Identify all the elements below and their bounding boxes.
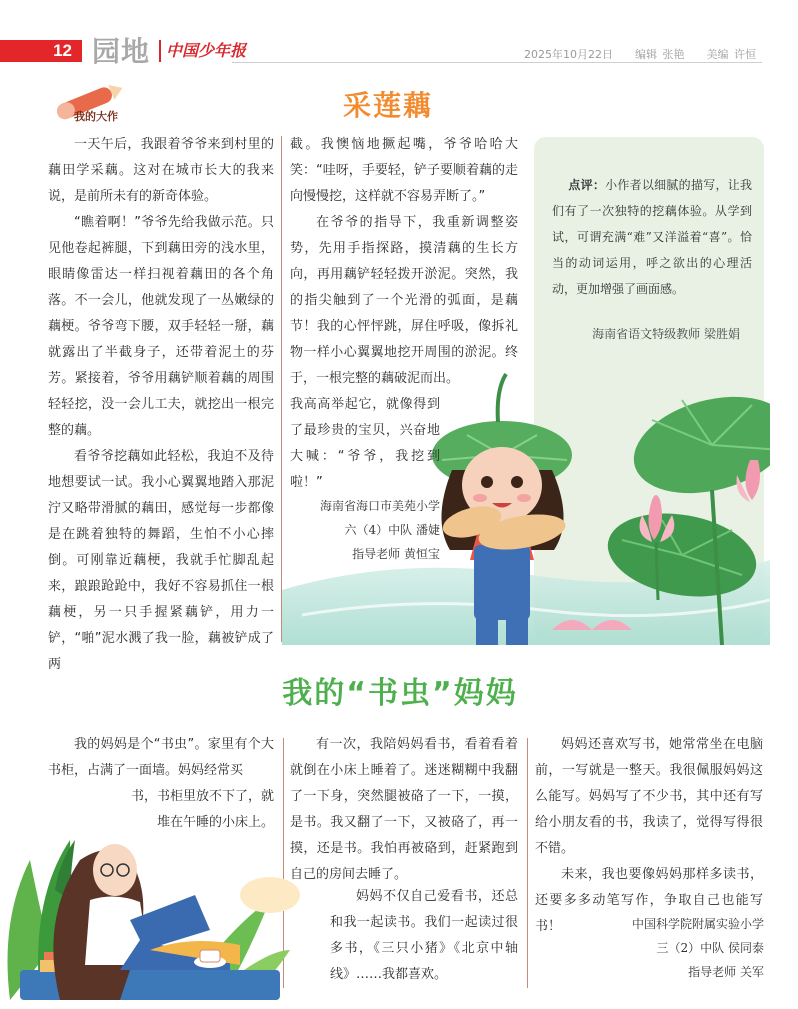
review-text [552, 172, 752, 302]
paragraph: 有一次，我陪妈妈看书，看着看着就倒在小床上睡着了。迷迷糊糊中我翻了一下身，突然腿被硌了一下，一摸，是书。我又翻了一下，又被硌了，再一摸，还是书。我怕再被硌到，赶紧跑到自己的房间去睡了。 [290, 737, 518, 882]
header-separator [159, 40, 161, 62]
article1-column-2-end [290, 392, 440, 496]
author-school: 海南省海口市美苑小学 [319, 499, 440, 513]
article2-column-3 [535, 732, 763, 940]
column-divider [527, 738, 528, 988]
brand-logo: 中国少年报 [166, 41, 247, 60]
paragraph: 一天午后，我跟着爷爷来到村里的藕田学采藕。这对在城市长大的我来说，是前所未有的新奇体验。 [48, 137, 274, 204]
review-label: 点评： [568, 178, 606, 192]
paragraph-line: 书，书柜里放不下了，就 [130, 789, 274, 804]
badge-label: 我的大作 [74, 110, 118, 123]
reading-mother-illustration [0, 800, 300, 1009]
article1-column-1 [48, 132, 274, 672]
paragraph: 妈妈不仅自己爱看书，还总和我一起读书。我们一起读过很多书，《三只小猪》《北京中轴线》……我都喜欢。 [330, 889, 518, 982]
header-rule [232, 62, 762, 63]
paragraph: 截。我懊恼地撅起嘴，爷爷哈哈大笑：“哇呀，手要轻，铲子要顺着藕的走向慢慢挖，这样就不容易弄断了。” [290, 137, 518, 204]
teacher-name: 指导老师 黄恒宝 [352, 547, 440, 561]
paragraph: 我高高举起它，就像得到了最珍贵的宝贝，兴奋地大喊：“爷爷，我挖到啦！” [290, 397, 440, 490]
paragraph: 看爷爷挖藕如此轻松，我迫不及待地想要试一试。我小心翼翼地踏入那泥泞又略带滑腻的藕田，感觉每一步都像是在跳着独特的舞蹈，生怕不小心摔倒。可刚靠近藕梗，我就手忙脚乱起来，踉踉跄跄中，我好不容易抓住一根藕梗，另一只手握紧藕铲，用力一铲，“啪”泥水溅了我一脸，藕被铲成了两 [48, 449, 274, 672]
paragraph-line: 堆在午睡的小床上。 [156, 815, 274, 830]
review-body: 小作者以细腻的描写，让我们有了一次独特的挖藕体验。从学到试，可谓充满“难”又洋溢着“喜”。恰当的动词运用，呼之欲出的心理活动，更加增强了画面感。 [552, 178, 752, 296]
paragraph: 在爷爷的指导下，我重新调整姿势，先用手指探路，摸清藕的生长方向，再用藕铲轻轻拨开淤泥。突然，我的指尖触到了一个光滑的弧面，是藕节！我的心怦怦跳，屏住呼吸，像拆礼物一样小心翼翼地挖开周围的淤泥。终于，一根完整的藕破泥而出。 [290, 215, 518, 386]
paragraph: 未来，我也要像妈妈那样多读书，还要多多动笔写作，争取自己也能写书！ [535, 867, 763, 934]
author-school: 中国科学院附属实验小学 [631, 917, 764, 931]
paragraph: “瞧着啊！”爷爷先给我做示范。只见他卷起裤腿，下到藕田旁的浅水里，眼睛像雷达一样扫视着藕田的各个角落。不一会儿，他就发现了一丛嫩绿的藕梗。爷爷弯下腰，双手轻轻一掰，藕就露出了半截身子，还带着泥土的芬芳。紧接着，爷爷用藕铲顺着藕的周围轻轻挖，没一会儿工夫，就挖出一根完整的藕。 [48, 215, 274, 438]
teacher-name: 指导老师 关军 [688, 965, 764, 979]
designer-credit: 美编 许恒 [706, 48, 756, 61]
section-title: 园地 [92, 35, 151, 68]
article2-title: 我的“书虫”妈妈 [282, 676, 518, 711]
article1-byline [290, 494, 440, 566]
paragraph: 我的妈妈是个“书虫”。家里有个大书柜，占满了一面墙。妈妈经常买 [48, 737, 274, 778]
review-signature: 海南省语文特级教师 梁胜娟 [592, 327, 740, 341]
article1-title: 采莲藕 [342, 89, 433, 122]
editor-credit: 编辑 张艳 [635, 48, 685, 61]
article2-column-2 [290, 732, 518, 888]
author-class: 三（2）中队 侯同泰 [656, 941, 764, 955]
article1-column-2 [290, 132, 518, 392]
article2-byline [560, 912, 764, 984]
issue-date: 2025年10月22日 [524, 48, 613, 61]
paragraph: 妈妈还喜欢写书，她常常坐在电脑前，一写就是一整天。我很佩服妈妈这么能写。妈妈写了不少书，其中还有写给小朋友看的书，我读了，觉得写得很不错。 [535, 737, 763, 856]
page-header [0, 36, 798, 66]
author-class: 六（4）中队 潘婕 [344, 523, 440, 537]
article2-column-2b [330, 884, 518, 988]
header-meta [524, 46, 756, 62]
my-work-badge [50, 80, 128, 124]
page-number: 12 [0, 40, 82, 62]
